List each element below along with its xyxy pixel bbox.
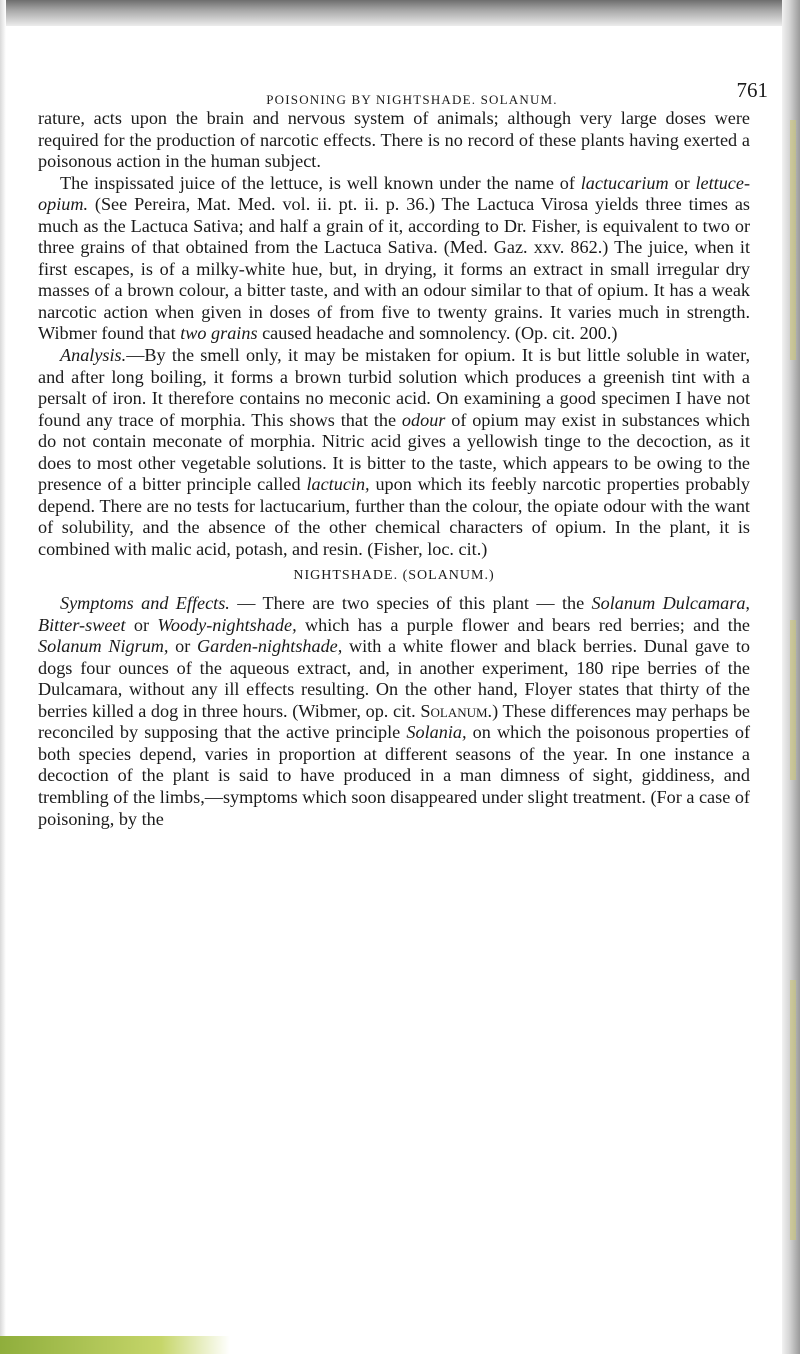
scan-edge-stain bbox=[790, 980, 796, 1240]
section-heading bbox=[38, 565, 750, 587]
italic-run: lactucin, bbox=[306, 474, 370, 495]
section-heading-main: NIGHTSHADE. bbox=[293, 568, 399, 584]
italic-run: Solanum Dulcamara, Bitter-sweet bbox=[38, 593, 750, 635]
body-text bbox=[38, 108, 750, 830]
italic-run: Garden-nightshade, bbox=[196, 636, 343, 657]
text-run: —By the smell only, it may be mistaken for opium. It is but little soluble in water, and after long boiling, it forms a brown turbid solution which produces a greenish tint with a persalt of iron. It therefore contains no meconic acid. On examining a good specimen I have not found any trace of morphia. This shows that the bbox=[38, 345, 750, 430]
section-heading-sub: (SOLANUM.) bbox=[402, 568, 495, 584]
book-page bbox=[38, 78, 786, 830]
italic-run: Analysis. bbox=[60, 345, 127, 366]
text-run: or bbox=[668, 172, 696, 193]
italic-run: lactucarium bbox=[580, 172, 669, 193]
scan-edge-stain bbox=[790, 120, 796, 360]
italic-run: odour bbox=[401, 409, 446, 430]
text-run: or bbox=[168, 636, 197, 657]
text-run: caused headache and somnolency. (Op. cit. 200.) bbox=[257, 323, 618, 344]
scan-bottom-strip bbox=[0, 1336, 230, 1354]
paragraph-p1 bbox=[38, 108, 750, 173]
paragraph-p4 bbox=[38, 593, 750, 830]
text-run: which has a purple flower and bears red berries; and the bbox=[296, 614, 750, 635]
text-run: — There are two species of this plant — the bbox=[229, 593, 592, 614]
paragraphs-before-heading bbox=[38, 108, 750, 560]
italic-run: Woody-nightshade, bbox=[157, 614, 297, 635]
italic-run: two grains bbox=[180, 323, 258, 344]
text-run: Solanum. bbox=[420, 700, 493, 721]
text-run: (See Pereira, Mat. Med. vol. ii. pt. ii. p. 36.) The Lactuca Virosa yields three times as much as the Lactuca Sativa; and half a grain of it, according to Dr. Fisher, is equivalent to two or three grains of that obtained from the Lactuca Sativa. (Med. Gaz. xxv. 862.) The juice, when it first escapes, is of a milky-white hue, but, in drying, it forms an extract in small irregular dry masses of a brown colour, a bitter taste, and with an odour similar to that of opium. It has a weak narcotic action when given in doses of from five to twenty grains. It varies much in strength. Wibmer found that bbox=[38, 194, 750, 344]
text-run: of opium may exist in substances which do not contain meconate of morphia. Nitric acid gives a yellowish tinge to the decoction, as it does to most other vegetable solutions. It is bitter to the taste, which appears to be owing to the presence of a bitter principle called bbox=[38, 409, 750, 495]
running-title: POISONING BY NIGHTSHADE. SOLANUM. bbox=[266, 92, 558, 107]
italic-run: Symptoms and Effects. bbox=[60, 593, 230, 614]
scan-edge-stain bbox=[790, 620, 796, 780]
paragraphs-after-heading bbox=[38, 593, 750, 830]
italic-run: lettuce-opium. bbox=[38, 172, 750, 215]
text-run: upon which its feebly narcotic properties probably depend. There are no tests for lactucarium, further than the colour, the opiate odour with the want of solubility, and the absence of the other chemical characters of opium. In the plant, it is combined with malic acid, potash, and resin. (Fisher, loc. cit.) bbox=[38, 474, 751, 559]
paragraph-p3 bbox=[38, 345, 750, 560]
italic-run: Solanum Nigrum, bbox=[38, 636, 169, 657]
italic-run: Solania, bbox=[406, 722, 467, 743]
scan-top-shadow bbox=[0, 0, 800, 26]
running-head bbox=[38, 78, 786, 108]
text-run: ) These differences may perhaps be reconciled by supposing that the active principle bbox=[38, 700, 750, 743]
text-run: on which the poisonous properties of both species depend, varies in proportion at different seasons of the year. In one instance a decoction of the plant is said to have produced in a man dimness of sight, giddiness, and trembling of the limbs,—symptoms which soon disappeared under slight treatment. (For a case of poisoning, by the bbox=[38, 722, 750, 829]
text-run: The inspissated juice of the lettuce, is well known under the name of bbox=[60, 172, 581, 193]
text-run: rature, acts upon the brain and nervous system of animals; although very large doses were required for the production of narcotic effects. There is no record of these plants having exerted a poisonous action in the human subject. bbox=[38, 108, 750, 172]
scan-left-edge bbox=[0, 0, 6, 1354]
paragraph-p2 bbox=[38, 173, 750, 345]
text-run: with a white flower and black berries. Dunal gave to dogs four ounces of the aqueous extract, and, in another experiment, 180 ripe berries of the Dulcamara, without any ill effects resulting. On the other hand, Floyer states that thirty of the berries killed a dog in three hours. (Wibmer, op. cit. bbox=[38, 636, 750, 721]
text-run: or bbox=[125, 614, 158, 635]
page-number: 761 bbox=[736, 78, 768, 102]
